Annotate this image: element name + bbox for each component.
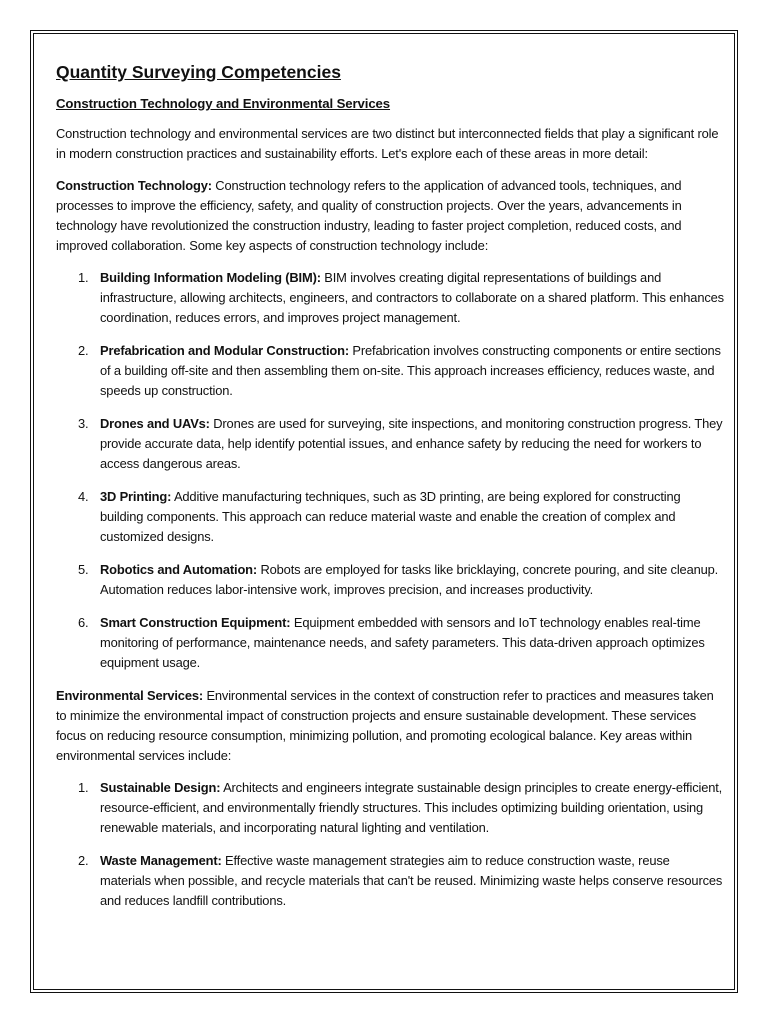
list-number: 4.: [78, 489, 89, 504]
list-item: [56, 613, 724, 673]
env-paragraph: [56, 686, 724, 766]
item-label: Sustainable Design:: [100, 780, 221, 795]
intro-paragraph: Construction technology and environmental services are two distinct but interconnected fields that play a significant role in modern construction practices and sustainability efforts. Let's explore each of these areas in more detail:: [56, 126, 719, 161]
document-title: Quantity Surveying Competencies: [56, 62, 341, 82]
tech-text: Construction technology refers to the application of advanced tools, techniques, and processes to improve the efficiency, safety, and quality of construction projects. Over the years, advancements in technology have revolutionized the construction industry, leading to faster project completion, reduced costs, and improved collaboration. Some key aspects of construction technology include:: [56, 178, 682, 253]
list-number: 1.: [78, 270, 89, 285]
item-text: Prefabrication involves constructing components or entire sections of a building off-site and then assembling them on-site. This approach increases efficiency, reduces waste, and speeds up construction.: [100, 343, 721, 398]
document-subtitle: Construction Technology and Environmental Services: [56, 96, 391, 111]
list-item: [56, 778, 724, 838]
list-item: [56, 851, 724, 911]
list-item: [56, 487, 724, 547]
env-text: Environmental services in the context of construction refer to practices and measures taken to minimize the environmental impact of construction projects and ensure sustainable development. These services focus on reducing resource consumption, minimizing pollution, and promoting ecological balance. Key areas within environmental services include:: [56, 688, 714, 763]
list-item: [56, 341, 724, 401]
env-heading: Environmental Services:: [56, 688, 204, 703]
page-border: [30, 30, 738, 993]
item-label: Drones and UAVs:: [100, 416, 210, 431]
item-text: Effective waste management strategies aim to reduce construction waste, reuse materials when possible, and recycle materials that can't be reused. Minimizing waste helps conserve resources and reduces landfill contributions.: [100, 853, 723, 908]
list-number: 1.: [78, 780, 89, 795]
item-text: Robots are employed for tasks like bricklaying, concrete pouring, and site cleanup. Automation reduces labor-intensive work, improves precision, and increases productivity.: [100, 562, 719, 597]
env-list: [56, 778, 724, 911]
item-text: Equipment embedded with sensors and IoT technology enables real-time monitoring of performance, maintenance needs, and safety parameters. This data-driven approach optimizes equipment usage.: [100, 615, 705, 670]
list-item: [56, 268, 724, 328]
tech-paragraph: [56, 176, 724, 256]
item-label: Robotics and Automation:: [100, 562, 258, 577]
item-label: Waste Management:: [100, 853, 222, 868]
list-item: [56, 414, 724, 474]
item-label: 3D Printing:: [100, 489, 172, 504]
list-number: 5.: [78, 562, 89, 577]
list-number: 3.: [78, 416, 89, 431]
item-text: Additive manufacturing techniques, such as 3D printing, are being explored for constructing building components. This approach can reduce material waste and enable the creation of complex and customized designs.: [100, 489, 681, 544]
list-number: 2.: [78, 853, 89, 868]
tech-heading: Construction Technology:: [56, 178, 212, 193]
list-item: [56, 560, 724, 600]
tech-list: [56, 268, 724, 673]
list-number: 6.: [78, 615, 89, 630]
item-label: Building Information Modeling (BIM):: [100, 270, 321, 285]
item-label: Prefabrication and Modular Construction:: [100, 343, 349, 358]
item-text: Architects and engineers integrate sustainable design principles to create energy-efficient, resource-efficient, and environmentally friendly structures. This includes optimizing building orientation, using renewable materials, and incorporating natural lighting and ventilation.: [100, 780, 723, 835]
item-text: BIM involves creating digital representations of buildings and infrastructure, allowing architects, engineers, and contractors to collaborate on a shared platform. This enhances coordination, reduces errors, and improves project management.: [100, 270, 724, 325]
document-body: [56, 59, 724, 924]
list-number: 2.: [78, 343, 89, 358]
item-label: Smart Construction Equipment:: [100, 615, 291, 630]
item-text: Drones are used for surveying, site inspections, and monitoring construction progress. They provide accurate data, help identify potential issues, and enhance safety by reducing the need for workers to access dangerous areas.: [100, 416, 723, 471]
